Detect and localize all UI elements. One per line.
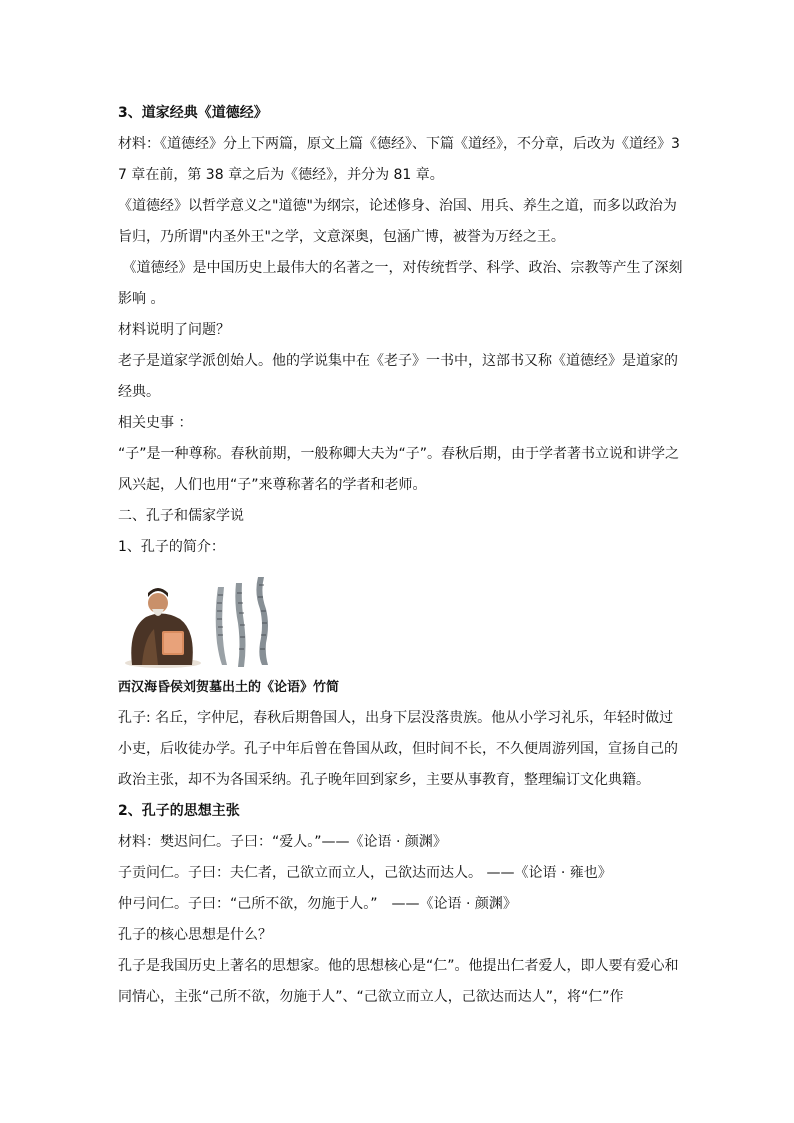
subheading-thought: 2、孔子的思想主张 [118,803,240,819]
material-paragraph-2: 《道德经》以哲学意义之"道德"为纲宗，论述修身、治国、用兵、养生之道，而多以政治为旨归，乃所谓"内圣外王"之学，文意深奥，包涵广博，被誉为万经之王。 [118,198,677,245]
core-answer-paragraph: 孔子是我国历史上著名的思想家。他的思想核心是“仁”。他提出仁者爱人，即人要有爱心和同情心，主张“己所不欲，勿施于人”、“己欲立而立人，己欲达而达人”，将“仁”作 [118,958,679,1005]
related-label: 相关史事 ： [118,415,193,431]
subheading-intro: 1、孔子的简介： [118,539,225,555]
confucius-figure [118,565,683,669]
confucius-intro-paragraph: 孔子: 名丘，字仲尼，春秋后期鲁国人，出身下层没落贵族。他从小学习礼乐，年轻时做过小吏，后收徒办学。孔子中年后曾在鲁国从政，但时间不长，不久便周游列国，宣扬自己的政治主张，却不为各国采纳。孔子晚年回到家乡，主要从事教育，整理编订文化典籍。 [118,710,678,788]
material-paragraph-1: 材料：《道德经》分上下两篇，原文上篇《德经》、下篇《道经》，不分章，后改为《道经》37 章在前，第 38 章之后为《德经》，并分为 81 章。 [118,136,680,183]
section-heading-confucius: 二、孔子和儒家学说 [118,508,244,524]
quote-line-2: 子贡问仁。子曰：夫仁者，己欲立而立人，己欲达而达人。 ——《论语 · 雍也》 [118,865,612,881]
core-question: 孔子的核心思想是什么？ [118,927,272,943]
quote-line-3: 仲弓问仁。子曰：“己所不欲，勿施于人。” ——《论语 · 颜渊》 [118,896,517,912]
section-heading-daodejing: 3、道家经典《道德经》 [118,105,268,121]
bamboo-slips-image [208,573,278,669]
question-text: 材料说明了问题？ [118,322,230,338]
quote-line-1: 材料：樊迟问仁。子曰：“爱人。”——《论语 · 颜渊》 [118,834,447,850]
related-paragraph: “子”是一种尊称。春秋前期，一般称卿大夫为“子”。春秋后期，由于学者著书立说和讲学之风兴起，人们也用“子”来尊称著名的学者和老师。 [118,446,680,493]
confucius-portrait-image [118,579,208,669]
answer-paragraph: 老子是道家学派创始人。他的学说集中在《老子》一书中，这部书又称《道德经》是道家的经典。 [118,353,678,400]
document-page [118,98,683,1013]
image-caption: 西汉海昏侯刘贺墓出土的《论语》竹简 [118,680,340,695]
material-paragraph-3: 《道德经》是中国历史上最伟大的名著之一，对传统哲学、科学、政治、宗教等产生了深刻影响 。 [118,260,683,307]
